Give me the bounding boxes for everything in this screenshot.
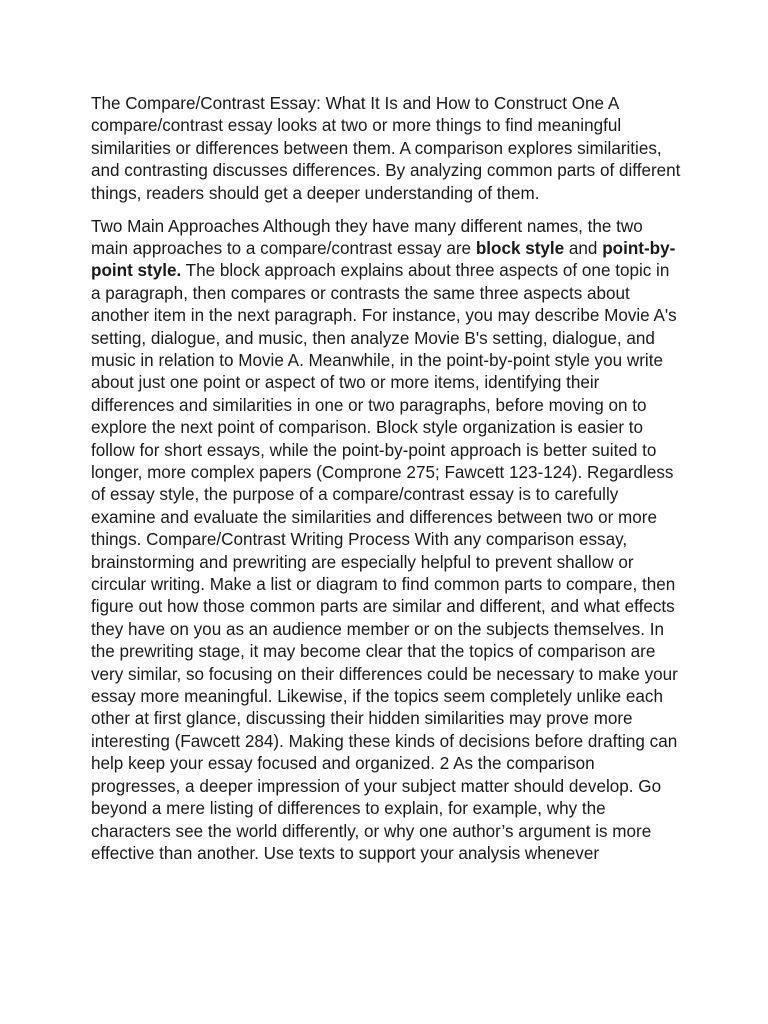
approaches-paragraph — [91, 216, 683, 866]
approaches-intro-text: Two Main Approaches Although they have many different names, the two main approaches to a compare/contrast essay are — [91, 216, 643, 258]
point-by-point-term: point-by-point style. — [91, 238, 676, 281]
intro-paragraph: The Compare/Contrast Essay: What It Is and How to Construct One A compare/contrast essay looks at two or more things to find meaningful similarities or differences between them. A comparison explores similarities, and contrasting discusses differences. By analyzing common parts of different things, readers should get a deeper understanding of them. — [91, 94, 681, 203]
approaches-body-text: The block approach explains about three aspects of one topic in a paragraph, then compares or contrasts the same three aspects about another item in the next paragraph. For instance, you may describe Movie A's setting, dialogue, and music, then analyze Movie B's setting, dialogue, and music in relation to Movie A. Meanwhile, in the point-by-point style you write about just one point or aspect of two or more items, identifying their differences and similarities in one or two paragraphs, before moving on to explore the next point of comparison. Block style organization is easier to follow for short essays, while the point-by-point approach is better suited to longer, more complex papers (Comprone 275; Fawcett 123-124). Regardless of essay style, the purpose of a compare/contrast essay is to carefully examine and evaluate the similarities and differences between two or more things. Compare/Contrast Writing Process With any comparison essay, brainstorming and prewriting are especially helpful to prevent shallow or circular writing. Make a list or diagram to find common parts to compare, then figure out how those common parts are similar and different, and what effects they have on you as an audience member or on the subjects themselves. In the prewriting stage, it may become clear that the topics of comparison are very similar, so focusing on their differences could be necessary to make your essay more meaningful. Likewise, if the topics seem completely unlike each other at first glance, discussing their hidden similarities may prove more interesting (Fawcett 284). Making these kinds of decisions before drafting can help keep your essay focused and organized. 2 As the comparison progresses, a deeper impression of your subject matter should develop. Go beyond a mere listing of differences to explain, for example, why the characters see the world differently, or why one author’s argument is more effective than another. Use texts to support your analysis whenever — [91, 261, 678, 863]
block-style-term: block style — [475, 238, 565, 258]
document-page — [91, 93, 683, 876]
and-text: and — [564, 238, 603, 258]
